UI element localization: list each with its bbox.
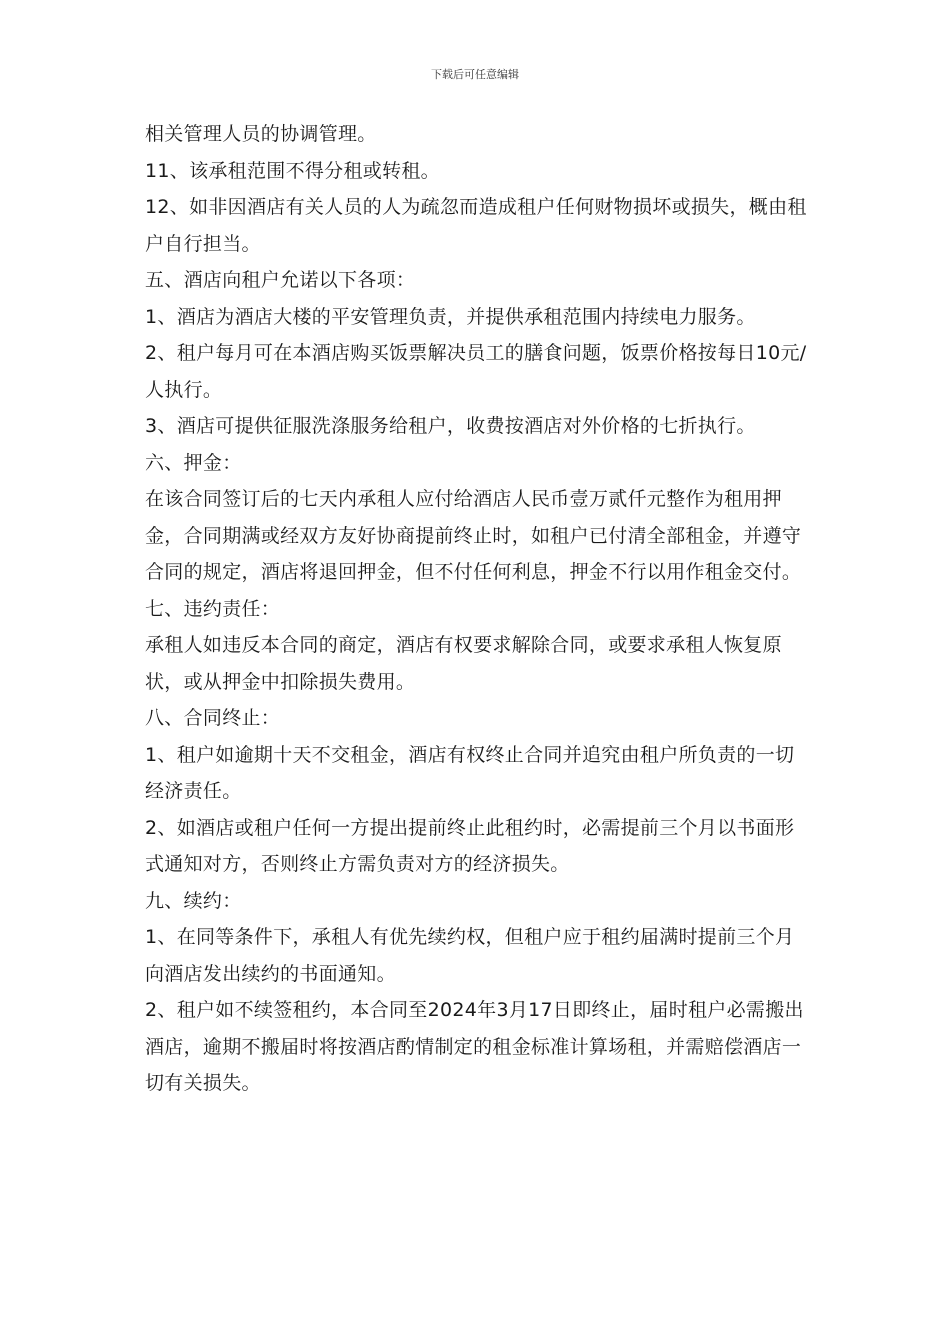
section-heading: 七、违约责任： (145, 597, 281, 620)
section-heading: 六、押金： (145, 451, 242, 474)
clause-item: 2、租户每月可在本酒店购买饭票解决员工的膳食问题，饭票价格按每日10元/人执行。 (145, 342, 807, 401)
clause-item: 11、该承租范围不得分租或转租。 (145, 159, 440, 182)
paragraph: 承租人如违反本合同的商定，酒店有权要求解除合同，或要求承租人恢复原状，或从押金中扣除损失费用。 (145, 634, 782, 693)
clause-item: 1、在同等条件下，承租人有优先续约权，但租户应于租约届满时提前三个月向酒店发出续约的书面通知。 (145, 926, 795, 985)
paragraph: 相关管理人员的协调管理。 (145, 123, 377, 145)
clause-item: 1、酒店为酒店大楼的平安管理负责，并提供承租范围内持续电力服务。 (145, 305, 756, 328)
paragraph: 在该合同签订后的七天内承租人应付给酒店人民币壹万贰仟元整作为租用押金，合同期满或经双方友好协商提前终止时，如租户已付清全部租金，并遵守合同的规定，酒店将退回押金，但不付任何利息，押金不行以用作租金交付。 (145, 488, 802, 583)
clause-item: 1、租户如逾期十天不交租金，酒店有权终止合同并追究由租户所负责的一切经济责任。 (145, 743, 795, 802)
section-heading: 五、酒店向租户允诺以下各项： (145, 269, 416, 291)
section-heading: 八、合同终止： (145, 707, 281, 729)
clause-item: 12、如非因酒店有关人员的人为疏忽而造成租户任何财物损坏或损失，概由租户自行担当。 (145, 196, 807, 255)
section-heading: 九、续约： (145, 889, 242, 912)
clause-item: 2、如酒店或租户任何一方提出提前终止此租约时，必需提前三个月以书面形式通知对方，否则终止方需负责对方的经济损失。 (145, 816, 795, 875)
page-header: 下载后可任意编辑 (431, 68, 519, 81)
clause-item: 3、酒店可提供征服洗涤服务给租户，收费按酒店对外价格的七折执行。 (145, 415, 756, 437)
document-body (145, 116, 807, 1102)
clause-item: 2、租户如不续签租约，本合同至2024年3月17日即终止，届时租户必需搬出酒店，逾期不搬届时将按酒店酌情制定的租金标准计算场租，并需赔偿酒店一切有关损失。 (145, 999, 804, 1094)
